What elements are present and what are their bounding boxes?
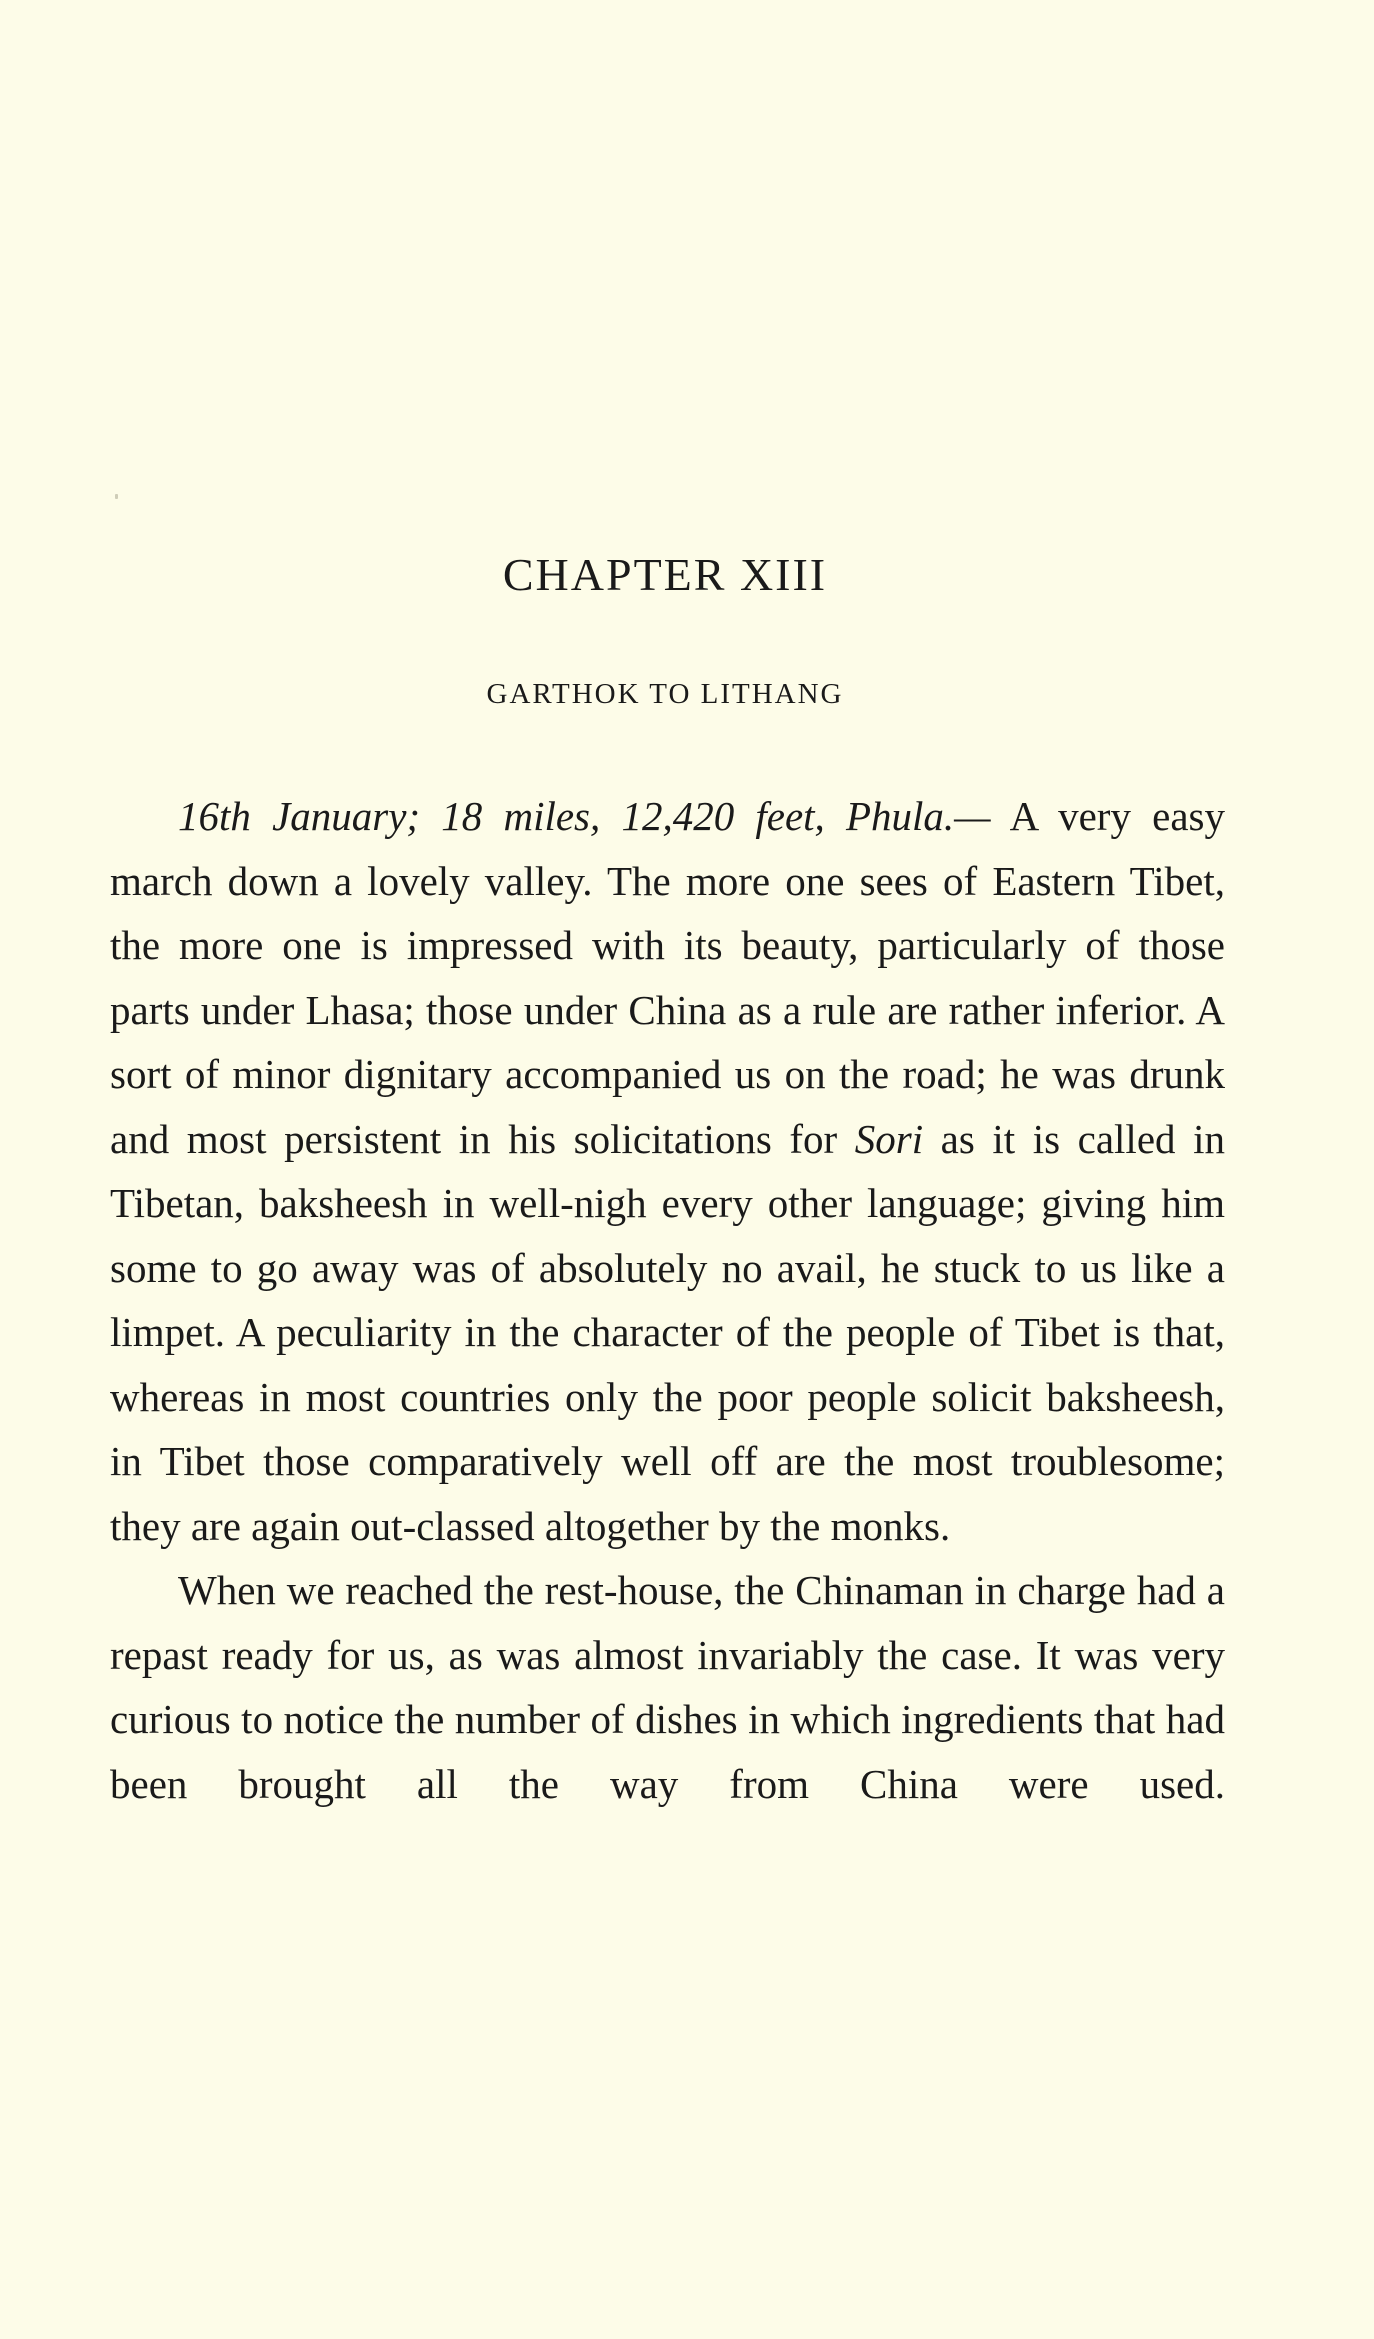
chapter-title: CHAPTER XIII	[502, 549, 828, 600]
paragraph-1-text-a: A very easy march down a lovely valley. The more one sees of Eastern Tibet, the more one is impressed with its beauty, particularly of those parts under Lhasa; those under China as a rule are rather inferior. A sort of minor dignitary accompanied us on the road; he was drunk and most persistent in his solicitations for	[110, 793, 1225, 1162]
chapter-body	[110, 784, 1225, 1816]
entry-heading: 16th January; 18 miles, 12,420 feet, Phula.—	[178, 793, 991, 839]
paragraph-1	[110, 784, 1225, 1558]
paragraph-1-text-b: as it is called in Tibetan, baksheesh in well-nigh every other language; giving him some to go away was of absolutely no avail, he stuck to us like a limpet. A peculiarity in the character of the people of Tibet is that, whereas in most countries only the poor people solicit baksheesh, in Tibet those comparatively well off are the most troublesome; they are again out-classed altogether by the monks.	[110, 1115, 1225, 1549]
italic-term: Sori	[854, 1115, 924, 1162]
paragraph-2: When we reached the rest-house, the Chinaman in charge had a repast ready for us, as was almost invariably the case. It was very curious to notice the number of dishes in which ingredients that had been brought all the way from China were used.	[110, 1567, 1225, 1807]
chapter-subtitle: GARTHOK TO LITHANG	[486, 678, 844, 710]
paper-speck	[115, 494, 118, 499]
